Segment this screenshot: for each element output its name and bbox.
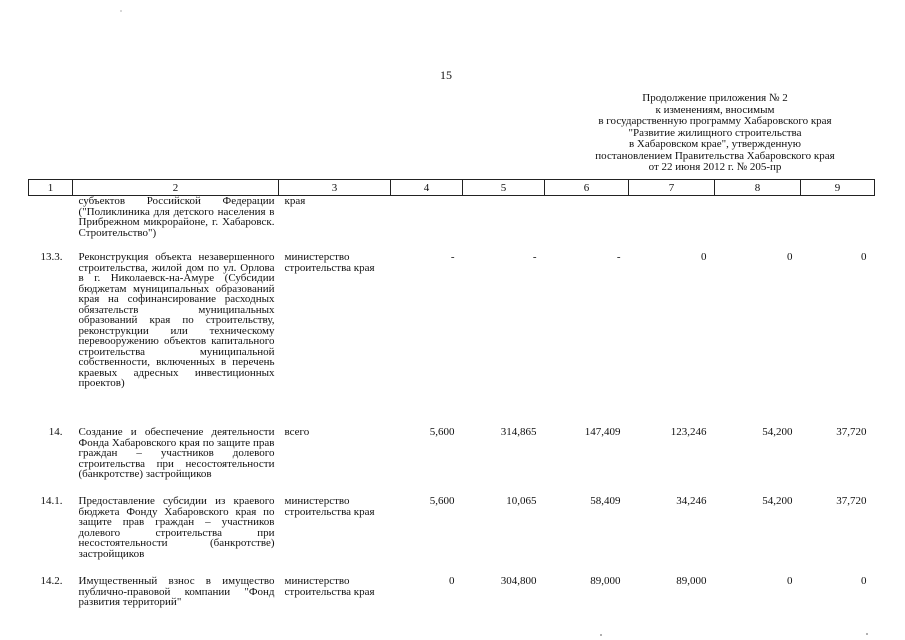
- cell-value: 0: [701, 251, 707, 263]
- cell-value: 89,000: [676, 575, 707, 587]
- row-executor: министерство строительства края: [284, 575, 375, 598]
- column-header: 1: [29, 180, 73, 196]
- column-header: 7: [629, 180, 715, 196]
- column-header: 3: [279, 180, 391, 196]
- table-row: [29, 425, 875, 494]
- row-number: 13.3.: [40, 251, 63, 263]
- cell-value: [715, 196, 801, 251]
- table-row: [29, 574, 875, 608]
- cell-value: 147,409: [584, 426, 621, 438]
- header-line: от 22 июня 2012 г. № 205-пр: [648, 161, 782, 173]
- scan-speck: [866, 633, 868, 635]
- row-executor: министерство строительства края: [284, 495, 375, 518]
- row-name: Реконструкция объекта незавершенного строительства, жилой дом по ул. Орлова в г. Николаевск-на-Амуре (Субсидии бюджетам муниципальных образований края на софинансирование расходных обязательств муниципальных образований края по строительству, реконструкции или техническому перевооружению объектов капитального строительства муниципальной собственности, включенных в перечень краевых адресных инвестиционных проектов): [78, 251, 275, 389]
- cell-value: -: [616, 251, 621, 263]
- cell-value: 58,409: [590, 495, 621, 507]
- header-line: к изменениям, вносимым: [655, 103, 775, 116]
- program-table: [28, 179, 875, 608]
- table-row: [29, 250, 875, 425]
- cell-value: [629, 196, 715, 251]
- cell-value: 0: [787, 251, 793, 263]
- cell-value: 37,720: [836, 426, 867, 438]
- cell-value: 37,720: [836, 495, 867, 507]
- row-name: субъектов Российской Федерации ("Поликлиника для детского населения в Прибрежном микрорайоне, г. Хабаровск. Строительство"): [78, 195, 275, 239]
- table-row: [29, 494, 875, 574]
- column-header: 6: [545, 180, 629, 196]
- row-name: Создание и обеспечение деятельности Фонда Хабаровского края по защите прав граждан – участников долевого строительства при несостоятельности (банкротстве) застройщиков: [78, 426, 275, 480]
- header-line: постановлением Правительства Хабаровского края: [595, 149, 835, 162]
- appendix-header: [560, 93, 870, 174]
- cell-value: [463, 196, 545, 251]
- scan-speck: [600, 634, 602, 636]
- cell-value: 34,246: [676, 495, 707, 507]
- cell-value: 54,200: [762, 426, 793, 438]
- header-line: "Развитие жилищного строительства: [628, 126, 802, 139]
- cell-value: 0: [861, 575, 867, 587]
- column-header: 9: [801, 180, 875, 196]
- cell-value: 10,065: [506, 495, 537, 507]
- cell-value: [545, 196, 629, 251]
- cell-value: 0: [861, 251, 867, 263]
- row-name: Предоставление субсидии из краевого бюджета Фонду Хабаровского края по защите прав граждан – участников долевого строительства при несостоятельности (банкротстве) застройщиков: [78, 495, 275, 560]
- cell-value: -: [450, 251, 455, 263]
- scan-speck: [120, 10, 122, 12]
- row-executor: всего: [284, 426, 310, 438]
- row-number: 14.1.: [40, 495, 63, 507]
- table-row: [29, 196, 875, 251]
- cell-value: 0: [449, 575, 455, 587]
- header-line: в государственную программу Хабаровского края: [598, 115, 832, 127]
- cell-value: 54,200: [762, 495, 793, 507]
- cell-value: 89,000: [590, 575, 621, 587]
- cell-value: 314,865: [500, 426, 537, 438]
- header-line: в Хабаровском крае", утвержденную: [628, 138, 802, 150]
- row-number: 14.2.: [40, 575, 63, 587]
- cell-value: 123,246: [670, 426, 707, 438]
- cell-value: 5,600: [429, 426, 455, 438]
- page-number: 15: [440, 68, 452, 82]
- row-number: [29, 196, 73, 251]
- column-header: 5: [463, 180, 545, 196]
- row-number: 14.: [48, 426, 63, 438]
- column-header: 8: [715, 180, 801, 196]
- cell-value: 304,800: [500, 575, 537, 587]
- column-header: 2: [73, 180, 279, 196]
- cell-value: 0: [787, 575, 793, 587]
- cell-value: -: [532, 251, 537, 263]
- row-name: Имущественный взнос в имущество публично-правовой компании "Фонд развития территорий": [78, 575, 275, 608]
- column-header: 4: [391, 180, 463, 196]
- cell-value: [801, 196, 875, 251]
- cell-value: [391, 196, 463, 251]
- row-executor: министерство строительства края: [284, 251, 375, 274]
- header-line: Продолжение приложения № 2: [642, 92, 788, 104]
- row-executor: края: [284, 195, 306, 207]
- column-number-row: [29, 180, 875, 196]
- cell-value: 5,600: [429, 495, 455, 507]
